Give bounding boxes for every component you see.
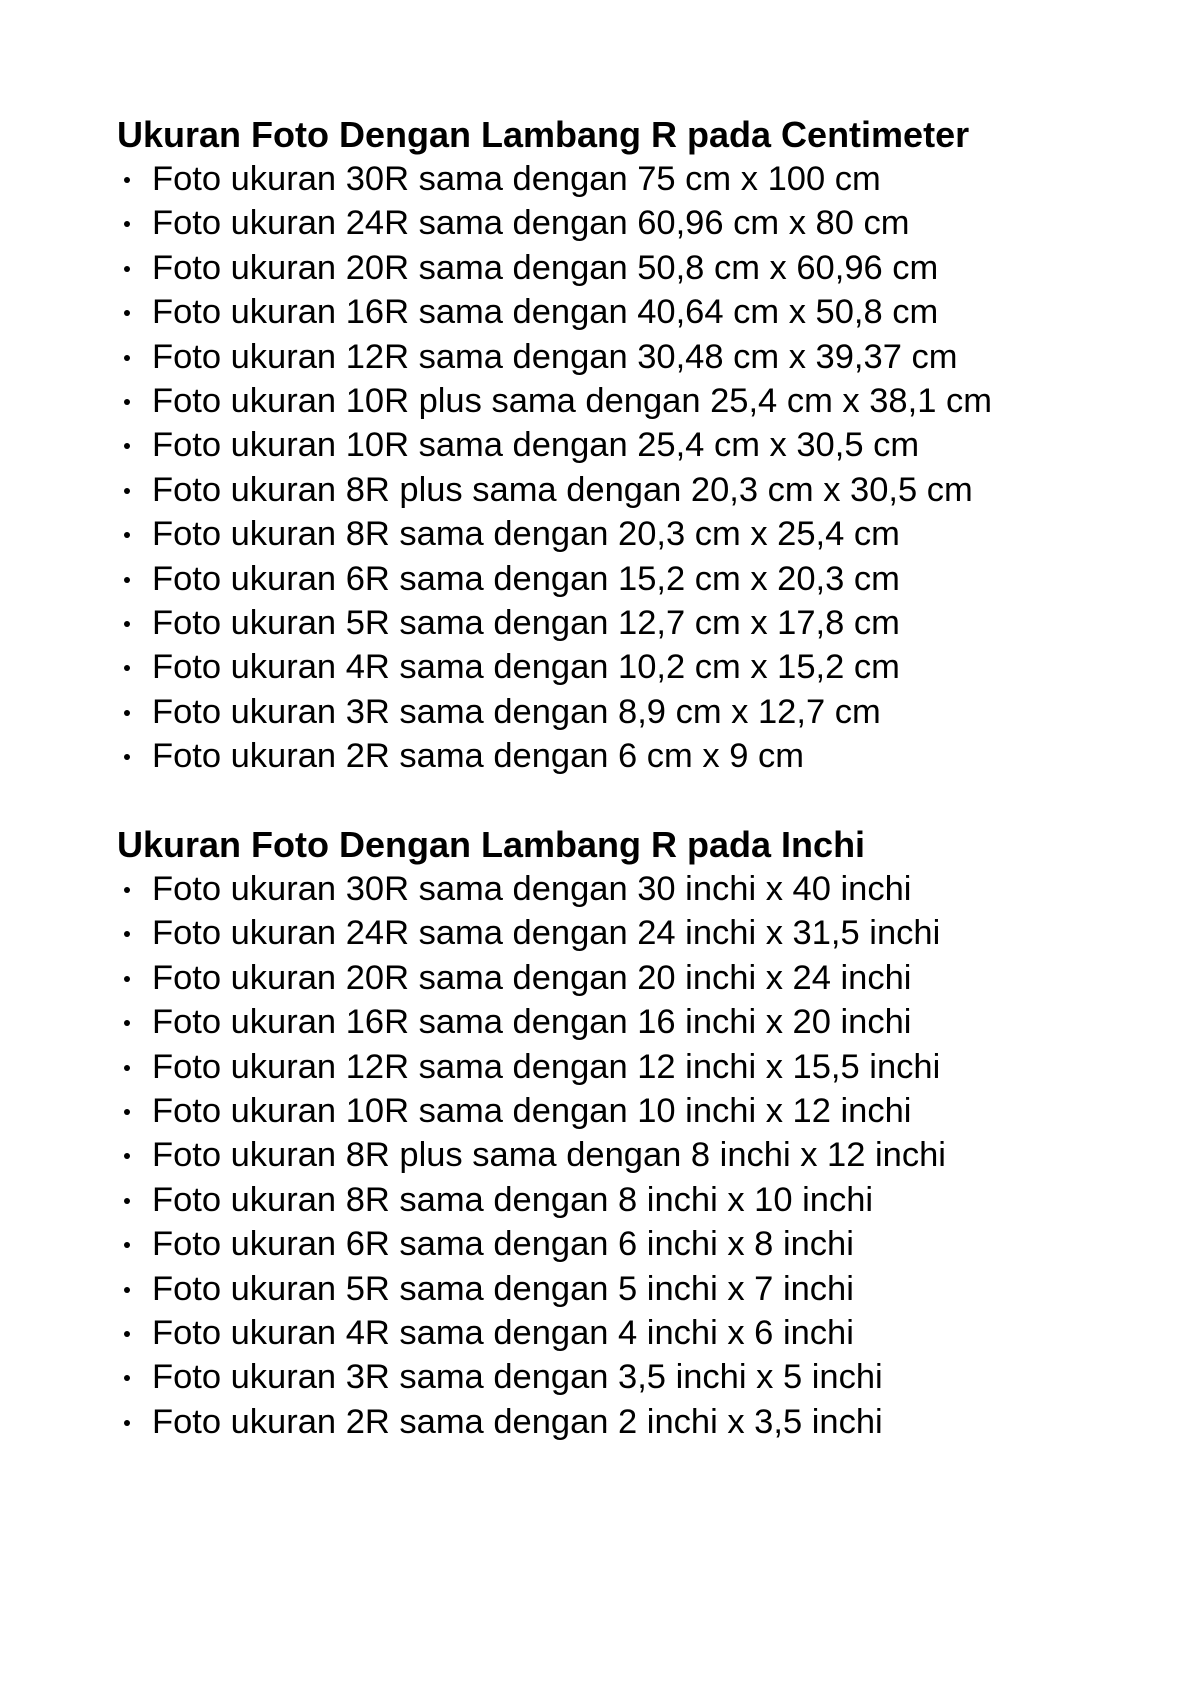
list-item-text: Foto ukuran 3R sama dengan 8,9 cm x 12,7 cm	[152, 692, 881, 731]
list-item	[117, 557, 992, 601]
section-title-centimeter: Ukuran Foto Dengan Lambang R pada Centimeter	[117, 114, 970, 155]
list-item-text: Foto ukuran 5R sama dengan 12,7 cm x 17,8 cm	[152, 603, 900, 642]
bullet-icon	[124, 221, 130, 227]
list-item	[117, 690, 992, 734]
bullet-icon	[124, 399, 130, 405]
list-item-text: Foto ukuran 30R sama dengan 75 cm x 100 cm	[152, 160, 881, 198]
bullet-icon	[124, 355, 130, 361]
section-centimeter	[117, 113, 992, 778]
list-item-text: Foto ukuran 4R sama dengan 10,2 cm x 15,2 cm	[152, 648, 900, 687]
bullet-icon	[124, 443, 130, 449]
bullet-icon	[124, 754, 130, 760]
bullet-icon	[124, 310, 130, 316]
list-item	[117, 1267, 946, 1311]
bullet-icon	[124, 1153, 130, 1159]
list-item	[117, 1222, 946, 1266]
bullet-icon	[124, 621, 130, 627]
list-item	[117, 645, 992, 689]
list-item-text: Foto ukuran 4R sama dengan 4 inchi x 6 inchi	[152, 1313, 854, 1352]
list-item-text: Foto ukuran 24R sama dengan 60,96 cm x 80 cm	[152, 204, 910, 243]
list-item-text: Foto ukuran 2R sama dengan 2 inchi x 3,5 inchi	[152, 1402, 883, 1441]
list-item-text: Foto ukuran 20R sama dengan 20 inchi x 24 inchi	[152, 958, 912, 997]
size-list-inchi	[117, 867, 946, 1444]
bullet-icon	[124, 1198, 130, 1204]
list-item	[117, 246, 992, 290]
list-item-text: Foto ukuran 12R sama dengan 30,48 cm x 39,37 cm	[152, 337, 958, 376]
section-title-inchi: Ukuran Foto Dengan Lambang R pada Inchi	[117, 824, 866, 865]
bullet-icon	[124, 488, 130, 494]
list-item	[117, 867, 946, 911]
bullet-icon	[124, 1331, 130, 1337]
list-item-text: Foto ukuran 10R sama dengan 10 inchi x 12 inchi	[152, 1091, 912, 1130]
list-item-text: Foto ukuran 30R sama dengan 30 inchi x 40 inchi	[152, 870, 912, 908]
bullet-icon	[124, 1287, 130, 1293]
list-item-text: Foto ukuran 8R sama dengan 8 inchi x 10 inchi	[152, 1180, 874, 1219]
bullet-icon	[124, 177, 130, 183]
list-item	[117, 512, 992, 556]
list-item	[117, 956, 946, 1000]
list-item	[117, 290, 992, 334]
bullet-icon	[124, 266, 130, 272]
list-item-text: Foto ukuran 8R plus sama dengan 8 inchi x 12 inchi	[152, 1136, 946, 1175]
list-item	[117, 1133, 946, 1177]
list-item-text: Foto ukuran 8R sama dengan 20,3 cm x 25,4 cm	[152, 515, 900, 554]
list-item-text: Foto ukuran 6R sama dengan 6 inchi x 8 inchi	[152, 1225, 854, 1264]
list-item	[117, 1089, 946, 1133]
list-item-text: Foto ukuran 3R sama dengan 3,5 inchi x 5 inchi	[152, 1358, 883, 1397]
section-inchi	[117, 823, 946, 1444]
size-list-centimeter	[117, 157, 992, 778]
bullet-icon	[124, 1375, 130, 1381]
list-item-text: Foto ukuran 16R sama dengan 16 inchi x 20 inchi	[152, 1003, 912, 1042]
list-item	[117, 1400, 946, 1444]
list-item	[117, 379, 992, 423]
bullet-icon	[124, 577, 130, 583]
list-item	[117, 1045, 946, 1089]
bullet-icon	[124, 1242, 130, 1248]
list-item	[117, 1311, 946, 1355]
list-item-text: Foto ukuran 20R sama dengan 50,8 cm x 60,96 cm	[152, 248, 939, 287]
list-item-text: Foto ukuran 6R sama dengan 15,2 cm x 20,3 cm	[152, 559, 900, 598]
list-item	[117, 911, 946, 955]
bullet-icon	[124, 887, 130, 893]
list-item-text: Foto ukuran 10R plus sama dengan 25,4 cm x 38,1 cm	[152, 381, 992, 420]
bullet-icon	[124, 976, 130, 982]
list-item-text: Foto ukuran 5R sama dengan 5 inchi x 7 inchi	[152, 1269, 854, 1308]
bullet-icon	[124, 665, 130, 671]
bullet-icon	[124, 1020, 130, 1026]
list-item	[117, 423, 992, 467]
bullet-icon	[124, 710, 130, 716]
list-item	[117, 335, 992, 379]
bullet-icon	[124, 1109, 130, 1115]
list-item	[117, 734, 992, 778]
list-item	[117, 468, 992, 512]
bullet-icon	[124, 1420, 130, 1426]
bullet-icon	[124, 1065, 130, 1071]
list-item	[117, 201, 992, 245]
list-item-text: Foto ukuran 16R sama dengan 40,64 cm x 50,8 cm	[152, 293, 939, 332]
list-item-text: Foto ukuran 10R sama dengan 25,4 cm x 30,5 cm	[152, 426, 920, 465]
bullet-icon	[124, 532, 130, 538]
list-item	[117, 157, 992, 201]
list-item-text: Foto ukuran 12R sama dengan 12 inchi x 15,5 inchi	[152, 1047, 941, 1086]
list-item	[117, 1178, 946, 1222]
list-item	[117, 601, 992, 645]
list-item-text: Foto ukuran 8R plus sama dengan 20,3 cm x 30,5 cm	[152, 470, 973, 509]
list-item-text: Foto ukuran 2R sama dengan 6 cm x 9 cm	[152, 737, 804, 776]
bullet-icon	[124, 931, 130, 937]
list-item	[117, 1000, 946, 1044]
list-item	[117, 1355, 946, 1399]
list-item-text: Foto ukuran 24R sama dengan 24 inchi x 31,5 inchi	[152, 914, 941, 953]
